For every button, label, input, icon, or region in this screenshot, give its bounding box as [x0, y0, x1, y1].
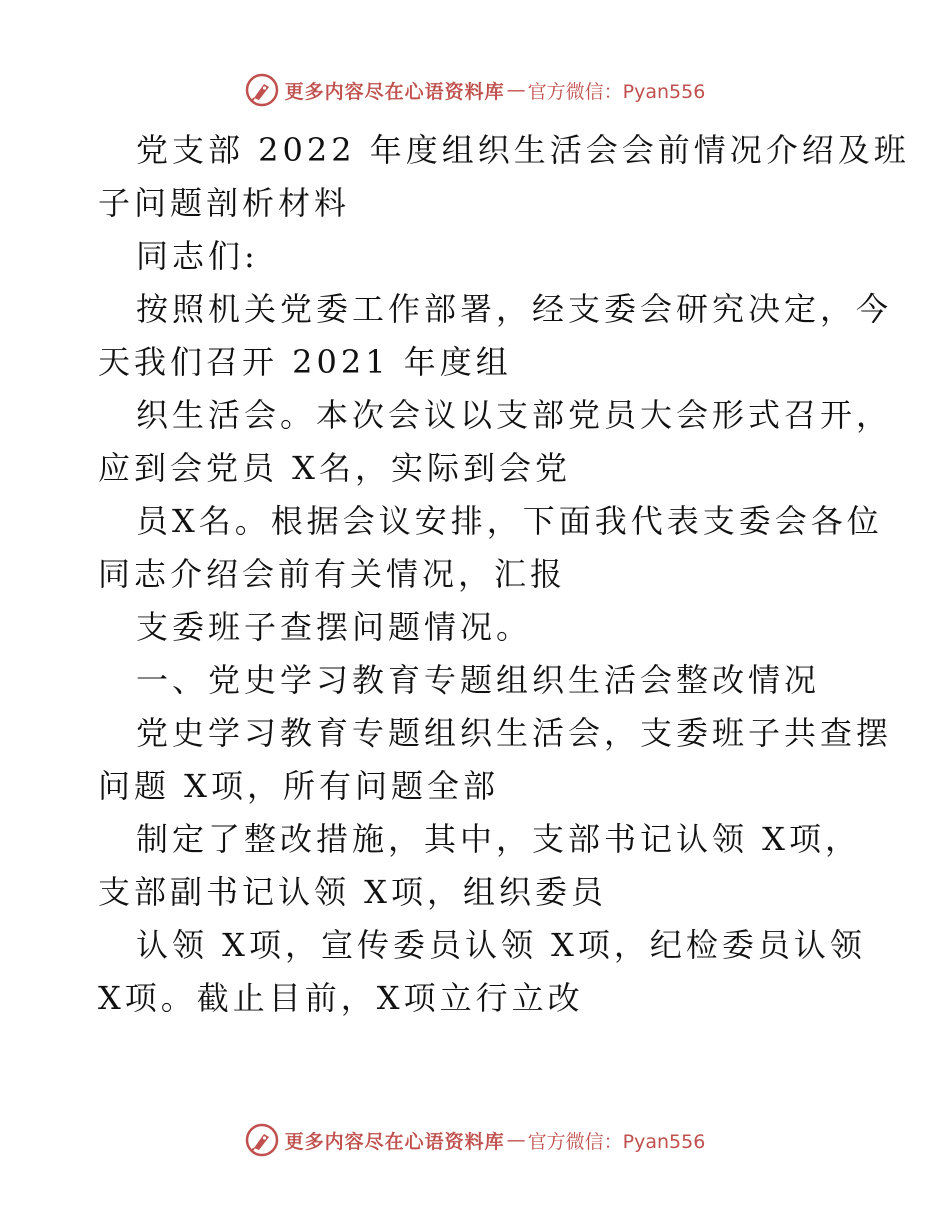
- section-heading: 一、党史学习教育专题组织生活会整改情况: [136, 661, 821, 699]
- paragraph-line: 织生活会。本次会议以支部党员大会形式召开，: [136, 396, 893, 434]
- paragraph-line: 同志介绍会前有关情况，汇报: [98, 555, 567, 593]
- pen-nib-logo-icon: [245, 1123, 279, 1157]
- watermark-separator: —: [506, 79, 526, 101]
- watermark-text: 更多内容尽在心语资料库: [284, 80, 505, 103]
- document-title-line-1: 党支部 2022 年度组织生活会会前情况介绍及班: [136, 131, 910, 169]
- paragraph-line: 天我们召开 2021 年度组: [98, 343, 512, 381]
- paragraph-line: 问题 X项，所有问题全部: [98, 767, 499, 805]
- paragraph-line: 党史学习教育专题组织生活会，支委班子共查摆: [136, 714, 893, 752]
- paragraph-line: 制定了整改措施，其中，支部书记认领 X项，: [136, 820, 861, 858]
- header-watermark: [0, 70, 950, 110]
- paragraph-line: 员X名。根据会议安排，下面我代表支委会各位: [136, 502, 883, 540]
- paragraph-line: X项。截止目前，X项立行立改: [98, 979, 584, 1017]
- paragraph-line: 按照机关党委工作部署，经支委会研究决定，今: [136, 290, 893, 328]
- paragraph-line: 应到会党员 X名，实际到会党: [98, 449, 571, 487]
- footer-watermark: [0, 1120, 950, 1160]
- watermark-contact: 官方微信：Pyan556: [527, 80, 706, 103]
- watermark-separator: —: [506, 1129, 526, 1151]
- watermark-contact: 官方微信：Pyan556: [527, 1130, 706, 1153]
- watermark-text: 更多内容尽在心语资料库: [284, 1130, 505, 1153]
- paragraph-line: 支委班子查摆问题情况。: [136, 608, 533, 646]
- document-body: [98, 124, 910, 1025]
- pen-nib-logo-icon: [245, 73, 279, 107]
- paragraph-line: 支部副书记认领 X项，组织委员: [98, 873, 607, 911]
- salutation: 同志们:: [136, 237, 259, 275]
- document-title-line-2: 子问题剖析材料: [98, 184, 351, 222]
- paragraph-line: 认领 X项，宣传委员认领 X项，纪检委员认领: [136, 926, 866, 964]
